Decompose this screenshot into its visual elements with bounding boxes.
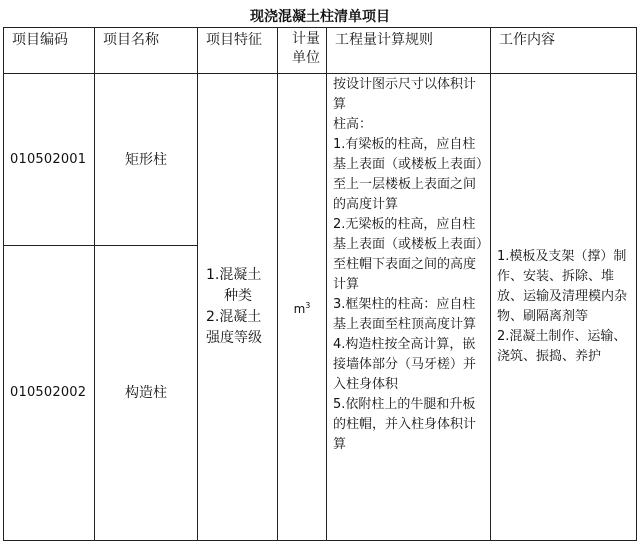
item-name: 矩形柱 xyxy=(95,74,198,246)
item-name: 构造柱 xyxy=(95,246,198,541)
work-line: 2.混凝土制作、运输、浇筑、振捣、养护 xyxy=(497,329,627,364)
header-row xyxy=(4,28,637,74)
item-unit xyxy=(278,74,327,541)
item-code: 010502001 xyxy=(4,74,95,246)
rule-line: 3.框架柱的柱高：应自柱基上表面至柱顶高度计算 xyxy=(333,297,477,332)
work-line: 1.模板及支架（撑）制作、安装、拆除、堆放、运输及清理模内杂物、刷隔离剂等 xyxy=(497,249,628,324)
item-rule xyxy=(327,74,491,541)
feature-line: 强度等级 xyxy=(206,330,262,346)
rule-line: 按设计图示尺寸以体积计算 xyxy=(333,77,477,112)
header-work: 工作内容 xyxy=(491,28,637,74)
header-rule: 工程量计算规则 xyxy=(327,28,491,74)
table-title: 现浇混凝土柱清单项目 xyxy=(250,9,390,25)
feature-line: 种类 xyxy=(224,288,252,304)
rule-line: 1.有梁板的柱高，应自柱基上表面（或楼板上表面）至上一层楼板上表面之间的高度计算 xyxy=(333,137,483,212)
feature-line: 2.混凝土 xyxy=(206,309,262,325)
item-feature xyxy=(198,74,278,541)
header-name: 项目名称 xyxy=(95,28,198,74)
rule-line: 5.依附柱上的牛腿和升板的柱帽，并入柱身体积计算 xyxy=(333,397,477,452)
item-code: 010502002 xyxy=(4,246,95,541)
unit-power: 3 xyxy=(305,300,311,310)
rule-line: 2.无梁板的柱高，应自柱基上表面（或楼板上表面）至柱帽下表面之间的高度计算 xyxy=(333,217,483,292)
bill-table xyxy=(3,27,637,541)
feature-line: 1.混凝土 xyxy=(206,267,262,283)
item-work xyxy=(491,74,637,541)
rule-line: 柱高： xyxy=(333,117,373,132)
header-feature: 项目特征 xyxy=(198,28,278,74)
header-code: 项目编码 xyxy=(4,28,95,74)
rule-line: 4.构造柱按全高计算，嵌接墙体部分（马牙槎）并入柱身体积 xyxy=(333,337,477,392)
unit-base: m xyxy=(293,301,306,316)
table-row xyxy=(4,74,637,246)
header-unit: 计量单位 xyxy=(278,28,327,74)
